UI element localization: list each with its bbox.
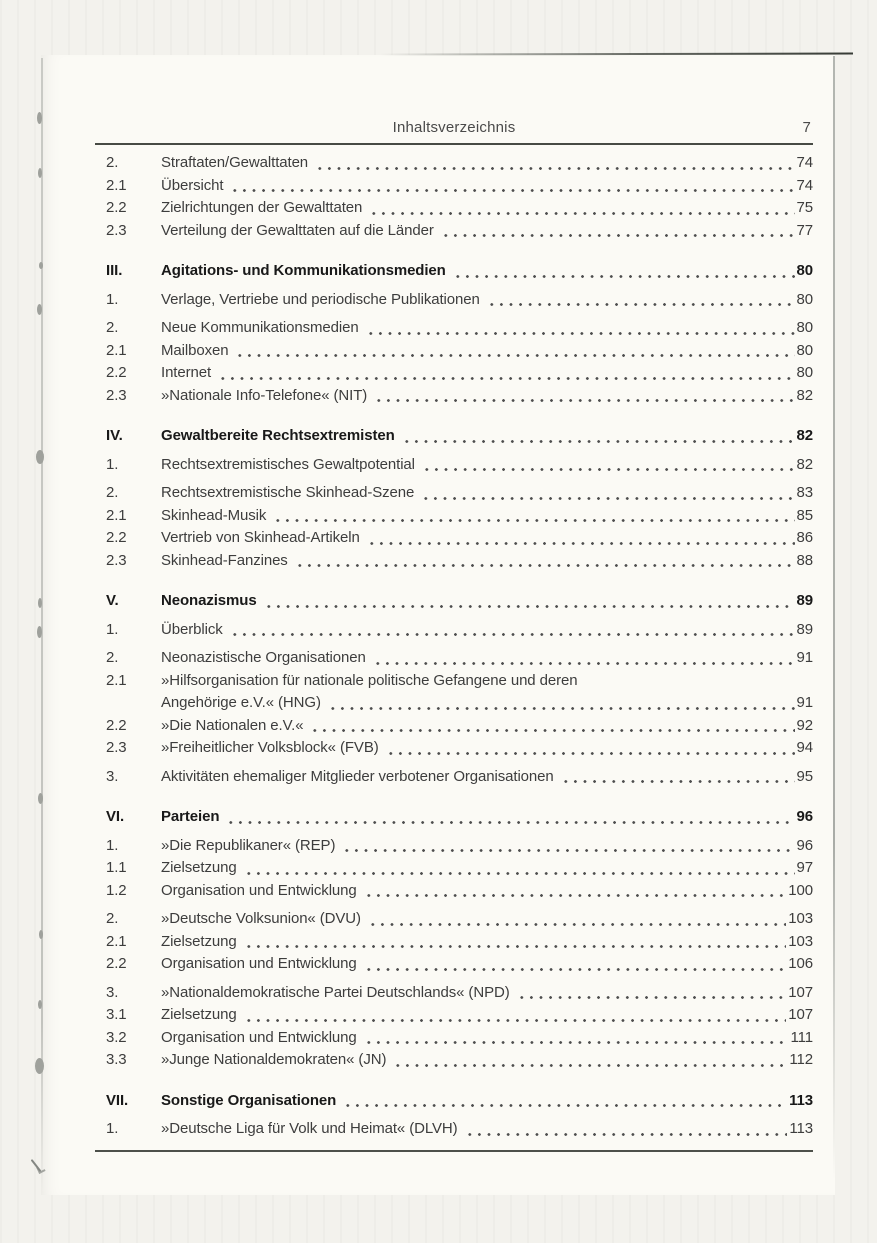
entry-title: Rechtsextremistische Skinhead-Szene [161,484,415,501]
dot-leader [393,1063,787,1068]
entry-title: Parteien [161,808,220,825]
dot-leader [422,467,795,472]
dot-leader [244,944,787,949]
entry-page-number: 82 [796,427,813,444]
dot-leader [264,604,795,609]
entry-number: 3.1 [106,1006,127,1023]
entry-page-number: 89 [796,592,813,609]
dot-leader [368,922,786,927]
entry-title: Neue Kommunikationsmedien [161,319,359,336]
entry-number: 2.3 [106,739,127,756]
entry-number: 3.3 [106,1051,127,1068]
entry-number: 2.2 [106,529,127,546]
entry-title: »Die Republikaner« (REP) [161,836,336,854]
page-header [95,55,813,137]
toc-entry-row [95,880,813,903]
toc-entry-row [95,362,813,385]
entry-title: Angehörige e.V.« (HNG) [161,694,321,711]
entry-title: Neonazistische Organisationen [161,649,366,666]
toc-entry-row [95,619,813,642]
entry-number: VII. [106,1091,129,1109]
entry-page-number: 107 [788,1006,813,1023]
entry-page-number: 74 [796,176,813,194]
entry-number: 1. [106,290,119,308]
toc-entry-continuation-row [95,692,813,715]
toc-entry-row [95,550,813,573]
dot-leader [364,893,787,898]
entry-title: Organisation und Entwicklung [161,1028,357,1046]
toc-entry-row [95,715,813,738]
toc-entry-row [95,1118,813,1141]
toc-section [95,152,813,242]
scan-artifact [39,930,43,939]
entry-page-number: 113 [789,1091,813,1109]
dot-leader [487,302,795,307]
dot-leader [244,871,795,876]
toc-entry-row [95,670,813,693]
entry-title: »Deutsche Liga für Volk und Heimat« (DLVH) [161,1120,458,1137]
section-heading-row [95,590,813,613]
dot-leader [465,1132,788,1137]
entry-title: »Nationaldemokratische Partei Deutschlands« (NPD) [161,983,510,1001]
entry-number: III. [106,262,123,279]
scan-artifact [38,793,43,804]
toc-entry-row [95,454,813,477]
dot-leader [369,211,794,216]
entry-page-number: 96 [796,808,813,825]
toc-entry-row [95,197,813,220]
entry-page-number: 77 [796,221,813,239]
entry-page-number: 86 [796,529,813,546]
entry-title: Straftaten/Gewalttaten [161,154,309,171]
book-page [41,55,835,1195]
dot-leader [367,541,795,546]
toc-entry-row [95,289,813,312]
entry-page-number: 92 [796,716,813,734]
entry-title: Vertrieb von Skinhead-Artikeln [161,529,360,546]
entry-title: Rechtsextremistisches Gewaltpotential [161,455,415,473]
toc-entry-row [95,1027,813,1050]
dot-leader [273,518,794,523]
scan-artifact [38,1000,42,1009]
entry-number: 2.2 [106,716,127,734]
section-heading-row [95,806,813,829]
dot-leader [561,779,795,784]
header-page-number: 7 [802,119,811,136]
dot-leader [364,967,787,972]
entry-page-number: 112 [789,1051,813,1068]
dot-leader [374,398,794,403]
toc-entry-row [95,1004,813,1027]
entry-page-number: 91 [796,649,813,666]
entry-number: 2. [106,484,119,501]
entry-number: V. [106,592,119,609]
dot-leader [295,563,795,568]
entry-page-number: 97 [796,859,813,876]
entry-title: Zielsetzung [161,932,237,950]
toc-entry-row [95,385,813,408]
entry-title: Zielrichtungen der Gewalttaten [161,199,363,216]
dot-leader [218,376,794,381]
entry-title: Aktivitäten ehemaliger Mitglieder verbotener Organisationen [161,767,554,785]
entry-title: Übersicht [161,176,224,194]
entry-title: Agitations- und Kommunikationsmedien [161,262,446,279]
toc-entry-row [95,766,813,789]
toc-entry-row [95,317,813,340]
scan-artifact [39,262,43,269]
toc-section [95,425,813,572]
toc-entry-row [95,340,813,363]
entry-number: 2. [106,910,119,927]
entry-title: Verlage, Vertriebe und periodische Publikationen [161,290,480,308]
dot-leader [343,1103,787,1108]
entry-title: Skinhead-Fanzines [161,551,288,569]
entry-title: Organisation und Entwicklung [161,955,357,972]
toc-entry-row [95,175,813,198]
entry-number: 2.3 [106,221,127,239]
entry-number: IV. [106,427,123,444]
dot-leader [402,439,795,444]
entry-page-number: 95 [796,767,813,785]
section-heading-row [95,260,813,283]
entry-number: 2. [106,154,119,171]
dot-leader [517,995,787,1000]
entry-page-number: 96 [796,836,813,854]
toc [95,145,813,1141]
dot-leader [226,820,794,825]
entry-page-number: 80 [796,262,813,279]
dot-leader [235,353,794,358]
entry-number: 1. [106,1120,119,1137]
entry-number: 2.3 [106,551,127,569]
entry-title: Mailboxen [161,341,229,359]
entry-page-number: 103 [788,910,813,927]
entry-title: Zielsetzung [161,1006,237,1023]
entry-number: 2. [106,649,119,666]
dot-leader [441,233,795,238]
entry-title: Überblick [161,620,223,638]
entry-page-number: 107 [788,983,813,1001]
entry-number: 2.1 [106,932,127,950]
entry-title: Zielsetzung [161,859,237,876]
entry-title: »Die Nationalen e.V.« [161,716,304,734]
entry-title: Gewaltbereite Rechtsextremisten [161,427,395,444]
entry-number: 2.2 [106,199,127,216]
page-edge-right [833,56,835,1180]
entry-title: Internet [161,364,212,381]
entry-page-number: 100 [788,881,813,899]
entry-page-number: 89 [796,620,813,638]
entry-number: 3. [106,767,119,785]
toc-entry-row [95,527,813,550]
entry-page-number: 106 [788,955,813,972]
entry-number: 2.1 [106,176,127,194]
entry-number: 2.2 [106,955,127,972]
toc-entry-row [95,737,813,760]
entry-page-number: 85 [796,506,813,524]
section-heading-row [95,425,813,448]
entry-number: 1.1 [106,859,127,876]
toc-entry-row [95,835,813,858]
toc-entry-row [95,505,813,528]
entry-number: 2.1 [106,671,127,689]
toc-entry-row [95,482,813,505]
entry-number: 2.1 [106,341,127,359]
scan-artifact [37,626,42,638]
entry-title: »Hilfsorganisation für nationale politische Gefangene und deren [161,671,578,689]
entry-page-number: 94 [796,739,813,756]
entry-page-number: 83 [796,484,813,501]
entry-page-number: 80 [796,319,813,336]
entry-page-number: 111 [790,1028,813,1046]
dot-leader [453,274,795,279]
entry-page-number: 80 [796,341,813,359]
entry-page-number: 82 [796,386,813,404]
header-title: Inhaltsverzeichnis [392,119,516,136]
entry-title: »Freiheitlicher Volksblock« (FVB) [161,739,379,756]
toc-entry-row [95,857,813,880]
entry-number: 2.1 [106,506,127,524]
toc-entry-row [95,982,813,1005]
toc-entry-row [95,908,813,931]
toc-entry-row [95,953,813,976]
entry-number: VI. [106,808,125,825]
entry-page-number: 113 [789,1120,813,1137]
entry-number: 1. [106,620,119,638]
entry-page-number: 91 [796,694,813,711]
entry-number: 1.2 [106,881,127,899]
dot-leader [373,661,795,666]
entry-page-number: 75 [796,199,813,216]
toc-entry-row [95,1049,813,1072]
entry-number: 2.2 [106,364,127,381]
entry-number: 3. [106,983,119,1001]
section-heading-row [95,1090,813,1113]
entry-title: Neonazismus [161,592,257,609]
dot-leader [364,1040,789,1045]
scan-artifact [37,304,42,315]
dot-leader [386,751,795,756]
dot-leader [244,1018,787,1023]
dot-leader [230,188,794,193]
entry-page-number: 88 [796,551,813,569]
bottom-rule [95,1150,813,1152]
entry-title: Skinhead-Musik [161,506,267,524]
toc-entry-row [95,931,813,954]
entry-number: 3.2 [106,1028,127,1046]
toc-entry-row [95,152,813,175]
entry-title: Verteilung der Gewalttaten auf die Länder [161,221,434,239]
toc-section [95,590,813,788]
entry-page-number: 74 [796,154,813,171]
dot-leader [315,166,794,171]
entry-number: 1. [106,836,119,854]
scan-artifact [36,450,44,464]
entry-title: »Deutsche Volksunion« (DVU) [161,910,361,927]
dot-leader [230,632,795,637]
toc-entry-row [95,647,813,670]
dot-leader [328,706,795,711]
toc-section [95,260,813,407]
scan-artifact [38,168,42,178]
toc-entry-row [95,220,813,243]
entry-title: Sonstige Organisationen [161,1091,337,1109]
entry-number: 1. [106,455,119,473]
scan-artifact [38,598,42,608]
entry-page-number: 80 [796,290,813,308]
entry-page-number: 80 [796,364,813,381]
toc-section [95,806,813,1072]
entry-page-number: 103 [788,932,813,950]
pointer-mark [31,1159,42,1172]
entry-title: »Nationale Info-Telefone« (NIT) [161,386,368,404]
dot-leader [366,331,795,336]
scan-artifact [37,112,42,124]
dot-leader [421,496,794,501]
dot-leader [342,848,794,853]
scan-artifact [35,1058,44,1074]
dot-leader [310,728,794,733]
entry-page-number: 82 [796,455,813,473]
entry-title: »Junge Nationaldemokraten« (JN) [161,1051,387,1068]
entry-number: 2. [106,319,119,336]
page-edge-left [41,58,43,1193]
toc-section [95,1090,813,1141]
entry-title: Organisation und Entwicklung [161,881,357,899]
page-content [95,55,813,1152]
entry-number: 2.3 [106,386,127,404]
